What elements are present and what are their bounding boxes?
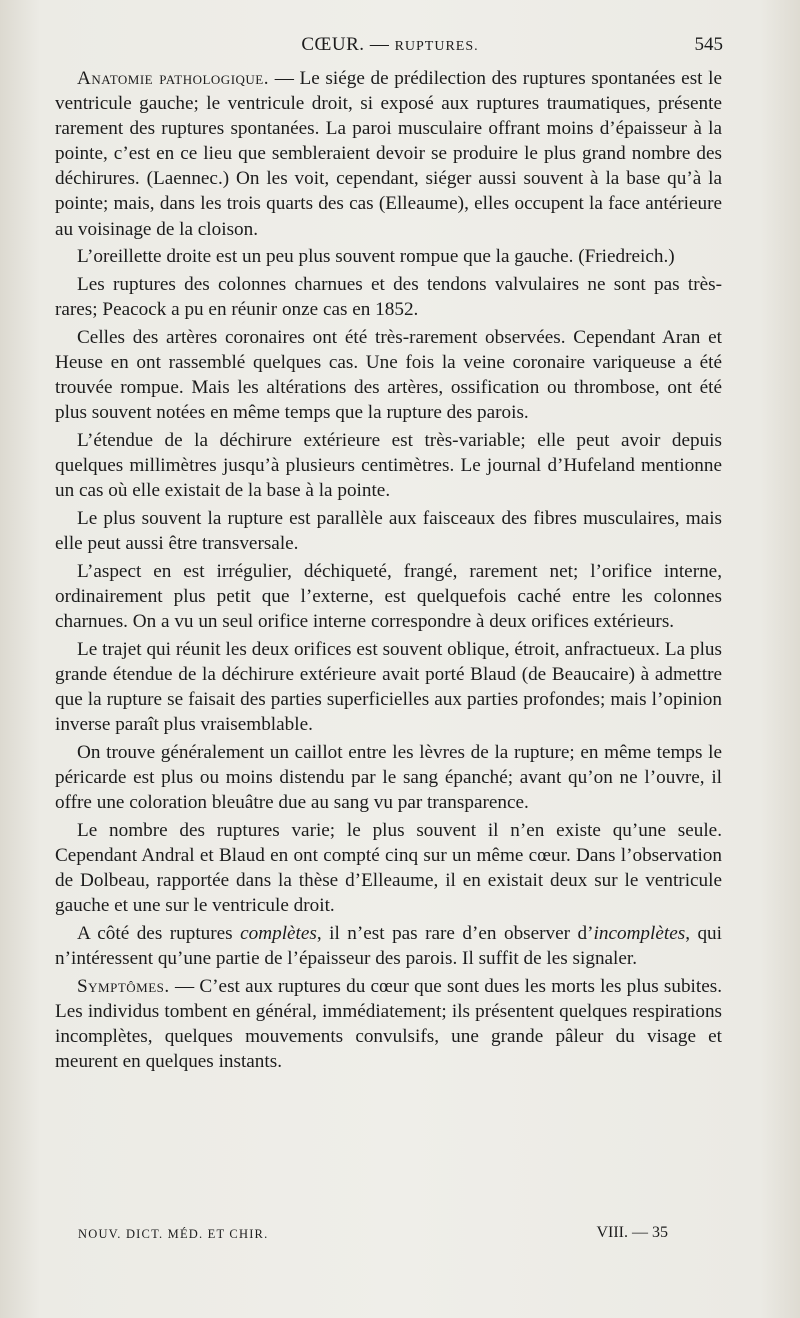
paragraph-anatomie [55,66,722,242]
paragraph [55,325,722,425]
paragraph-text: On trouve généralement un caillot entre les lèvres de la rupture; en même temps le péricarde est plus ou moins distendu par le sang épanché; avant qu’on ne l’ouvre, il offre une coloration bleuâtre due au sang vu par transparence. [55,741,722,814]
paragraph-text: L’oreillette droite est un peu plus souvent rompue que la gauche. (Friedreich.) [77,246,675,268]
paragraph-text: Le trajet qui réunit les deux orifices est souvent oblique, étroit, anfractueux. La plus grande étendue de la déchirure extérieure avait porté Blaud (de Beaucaire) à admettre que la rupture se faisait des parties superficielles aux parties profondes; mais l’opinion inverse paraît plus vraisemblable. [55,638,722,736]
paragraph [55,428,722,503]
page-body [55,66,722,1077]
paragraph-text: Celles des artères coronaires ont été très-rarement observées. Cependant Aran et Heuse en ont rassemblé quelques cas. Une fois la veine coronaire variqueuse a été trouvée rompue. Mais les altérations des artères, ossification ou thrombose, ont été plus souvent notées en même temps que la rupture des parois. [55,327,722,424]
paragraph-text: — C’est aux ruptures du cœur que sont dues les morts les plus subites. Les individus tombent en général, immédiatement; ils présentent quelques respirations incomplètes, quelques mouvements convulsifs, une grande pâleur du visage et meurent en quelques instants. [55,975,722,1073]
paragraph [55,559,722,634]
paragraph-text: L’aspect en est irrégulier, déchiqueté, frangé, rarement net; l’orifice interne, ordinairement plus petit que l’externe, est quelquefois caché entre les colonnes charnues. On a vu un seul orifice interne correspondre à deux orifices extérieurs. [55,560,722,633]
paragraph-text: — Le siége de prédilection des ruptures spontanées est le ventricule gauche; le ventricule droit, si exposé aux ruptures traumatiques, présente rarement des ruptures spontanées. La paroi musculaire offrant moins d’épaisseur à la pointe, c’est en ce lieu que sembleraient devoir se produire le plus grand nombre des déchirures. (Laennec.) On les voit, cependant, siéger aussi souvent à la base qu’à la pointe; mais, dans les trois quarts des cas (Elleaume), elles occupent la face antérieure au voisinage de la cloison. [55,68,722,240]
paragraph [55,506,722,556]
footer-signature: NOUV. DICT. MÉD. ET CHIR. [78,1227,269,1241]
paragraph-text: Les ruptures des colonnes charnues et des tendons valvulaires ne sont pas très-rares; Peacock a pu en réunir onze cas en 1852. [55,274,722,321]
paragraph [55,244,722,269]
section-heading-anatomie: Anatomie pathologique. [77,68,270,89]
footer-volume-sheet: VIII. — 35 [596,1224,668,1241]
running-title-subtitle: RUPTURES. [394,39,479,54]
section-heading-symptomes: Symptômes. [77,975,170,997]
paragraph-text: , il n’est pas rare d’en observer d’ [316,922,594,944]
page-header [55,34,725,62]
paragraph-text: Le plus souvent la rupture est parallèle aux faisceaux des fibres musculaires, mais elle peut aussi être transversale. [55,508,722,555]
paragraph [55,740,722,815]
paragraph [55,272,722,322]
paragraph [55,818,722,918]
emphasis-incompletes: incomplètes [593,922,686,944]
running-title [55,34,725,56]
running-title-dash: — [369,34,390,55]
paragraph-symptomes [55,974,722,1074]
paragraph [55,921,722,971]
paragraph-text: A côté des ruptures [77,922,241,944]
running-title-main: CŒUR. [301,34,365,55]
page-number: 545 [694,34,723,55]
paragraph-text: L’étendue de la déchirure extérieure est très-variable; elle peut avoir depuis quelques millimètres jusqu’à plusieurs centimètres. Le journal d’Hufeland mentionne un cas où elle existait de la base à la pointe. [55,430,722,502]
page-footer [78,1224,668,1247]
emphasis-completes: complètes [240,922,317,944]
paragraph-text: , qui n’intéressent qu’une partie de l’épaisseur des parois. Il suffit de les signaler. [55,922,722,970]
paragraph-text: Le nombre des ruptures varie; le plus souvent il n’en existe qu’une seule. Cependant Andral et Blaud en ont compté cinq sur un même cœur. Dans l’observation de Dolbeau, rapportée dans la thèse d’Elleaume, il en existait deux sur le ventricule gauche et une sur le ventricule droit. [55,819,722,917]
paragraph [55,637,722,737]
